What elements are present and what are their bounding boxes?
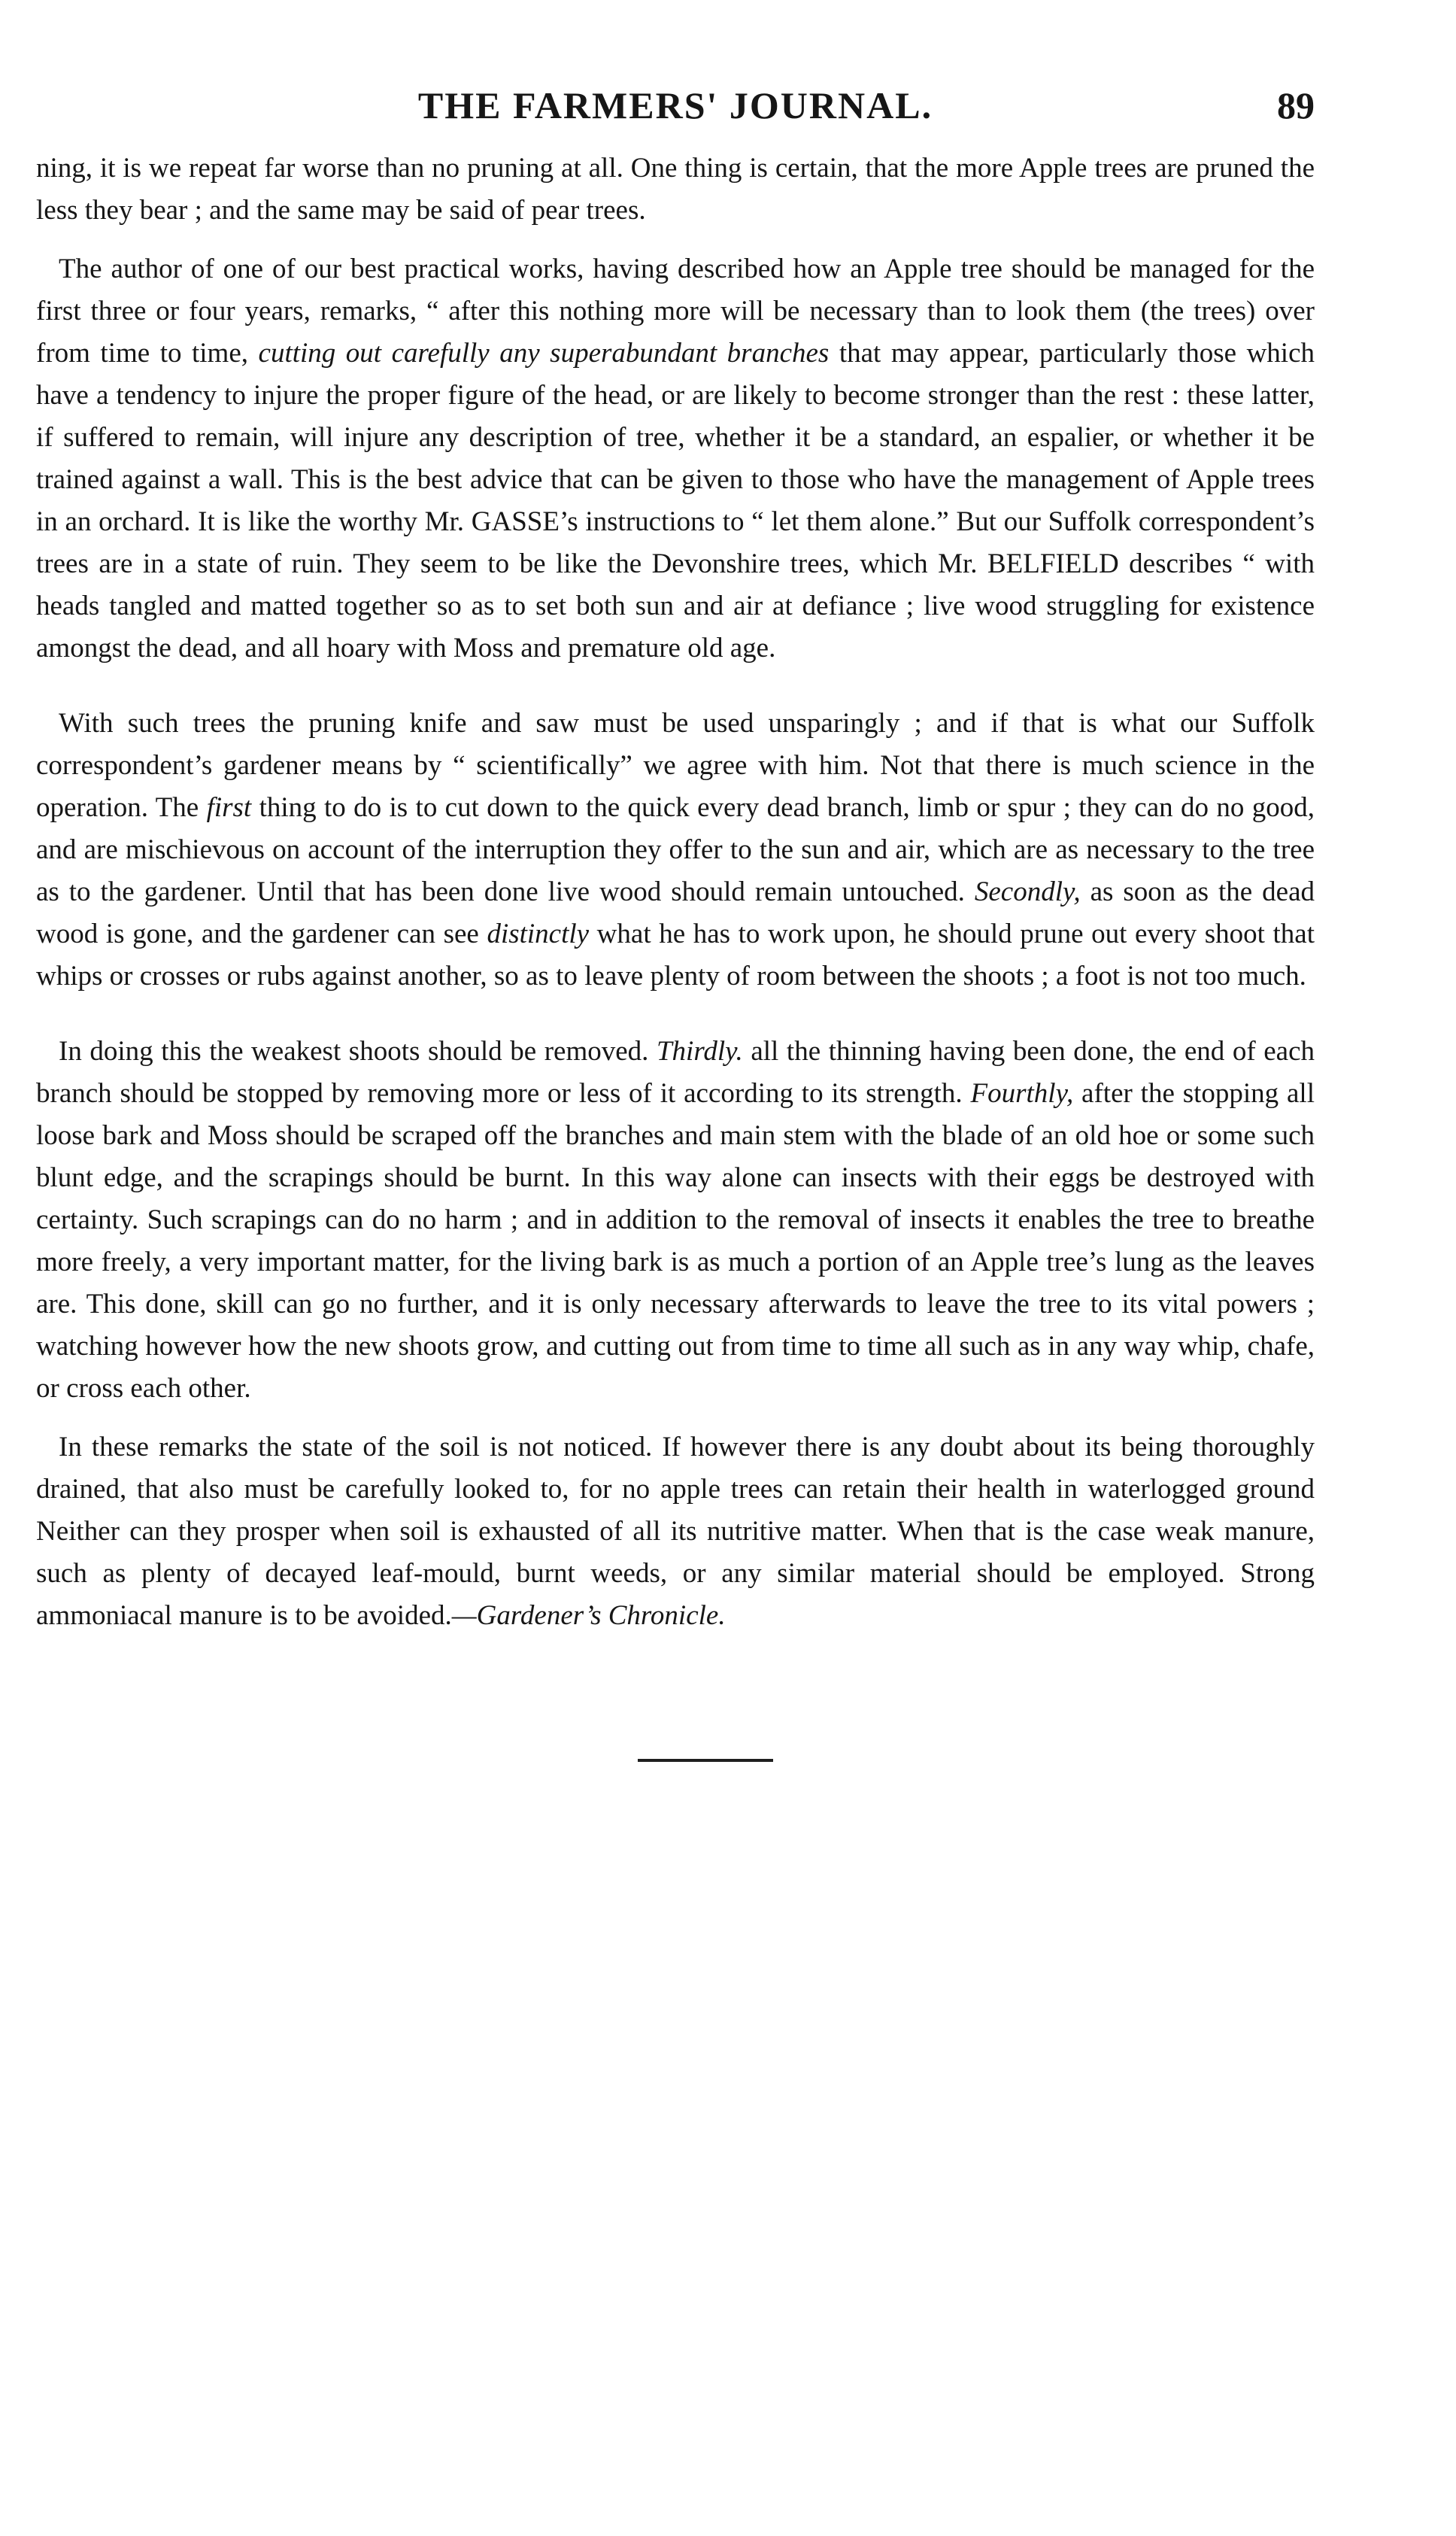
paragraph-2-text-b: that may appear, particularly those which have a tendency to injure the proper figure of the head, or are likely to become stronger than the rest : these latter, if suffered to remain, will injure any description of tree, whether it be a standard, an espalier, or whether it be trained against a wall. This is the best advice that can be given to those who have the management of Apple trees in an orchard. It is like the worthy Mr. G xyxy=(36,338,1315,537)
name-gasse: ASSE xyxy=(491,506,560,537)
paragraph-5 xyxy=(36,1426,1315,1637)
paragraph-4-text-c: after the stopping all loose bark and Moss should be scraped off the branches and main stem with the blade of an old hoe or some such blunt edge, and the scrapings should be burnt. In this way alone can insects with their eggs be destroyed with certainty. Such scrapings can do no harm ; and in addition to the removal of insects it enables the tree to breathe more freely, a very important matter, for the living bark is as much a portion of an Apple tree’s lung as the leaves are. This done, skill can go no further, and it is only necessary afterwards to leave the tree to its vital powers ; watching however how the new shoots grow, and cutting out from time to time all such as in any way whip, chafe, or cross each other. xyxy=(36,1078,1315,1404)
journal-title: THE FARMERS' JOURNAL. xyxy=(417,84,933,126)
paragraph-4 xyxy=(36,1031,1315,1410)
paragraph-2-text-d: describes “ with heads tangled and matted together so as to set both sun and air at defiance ; live wood struggling for existence amongst the dead, and all hoary with Moss and premature old age. xyxy=(36,548,1315,664)
paragraph-2 xyxy=(36,248,1315,670)
page-header xyxy=(36,75,1315,135)
paragraph-4-text-b: all the thinning having been done, the end of each branch should be stopped by removing more or less of it according to its strength. xyxy=(36,1036,1315,1109)
paragraph-3-text-c: as soon as the dead wood is gone, and the gardener can see xyxy=(36,876,1315,949)
paragraph-1 xyxy=(36,147,1315,232)
paragraph-4-text-a: In doing this the weakest shoots should be removed. xyxy=(59,1036,657,1067)
paragraph-3-emphasis-distinctly: distinctly xyxy=(487,919,590,949)
article-body xyxy=(36,147,1315,1654)
name-belfield: ELFIELD xyxy=(1006,548,1119,579)
paragraph-5-text: In these remarks the state of the soil is not noticed. If however there is any doubt about its being thoroughly drained, that also must be carefully looked to, for no apple trees can retain their health in waterlogged ground Neither can they prosper when soil is exhausted of all its nutritive matter. When that is the case weak manure, such as plenty of decayed leaf-mould, burnt weeds, or any similar material should be employed. Strong ammoniacal manure is to be avoided. xyxy=(36,1432,1315,1631)
paragraph-2-text-c: ’s instructions to “ let them alone.” But our Suffolk correspondent’s trees are in a state of ruin. They seem to be like the Devonshire trees, which Mr. B xyxy=(36,506,1315,579)
paragraph-4-emphasis-thirdly: Thirdly. xyxy=(656,1036,743,1067)
paragraph-3-emphasis-secondly: Secondly, xyxy=(974,876,1081,907)
paragraph-3-text-d: what he has to work upon, he should prune out every shoot that whips or crosses or rubs against another, so as to leave plenty of room between the shoots ; a foot is not too much. xyxy=(36,919,1315,992)
journal-page xyxy=(36,0,1315,2536)
paragraph-3-emphasis-first: first xyxy=(206,792,252,823)
paragraph-1-text: ning, it is we repeat far worse than no pruning at all. One thing is certain, that the more Apple trees are pruned the less they bear ; and the same may be said of pear trees. xyxy=(36,153,1315,226)
source-signature: —Gardener’s Chronicle. xyxy=(451,1600,726,1631)
paragraph-2-emphasis: cutting out carefully any superabundant branches xyxy=(258,338,830,369)
page-number: 89 xyxy=(1277,84,1315,126)
paragraph-4-emphasis-fourthly: Fourthly, xyxy=(970,1078,1074,1109)
paragraph-3 xyxy=(36,703,1315,998)
paragraph-3-text-b: thing to do is to cut down to the quick every dead branch, limb or spur ; they can do no good, and are mischievous on account of the interruption they offer to the sun and air, which are as necessary to the tree as to the gardener. Until that has been done live wood should remain untouched. xyxy=(36,792,1315,907)
paragraph-3-text-a: With such trees the pruning knife and saw must be used unsparingly ; and if that is what our Suffolk correspondent’s gardener means by “ scientifically” we agree with him. Not that there is much science in the operation. The xyxy=(36,708,1315,823)
paragraph-2-text-a: The author of one of our best practical works, having described how an Apple tree should be managed for the first three or four years, remarks, “ after this nothing more will be necessary than to look them (the trees) over from time to time, xyxy=(36,254,1315,369)
section-end-rule xyxy=(638,1759,773,1762)
